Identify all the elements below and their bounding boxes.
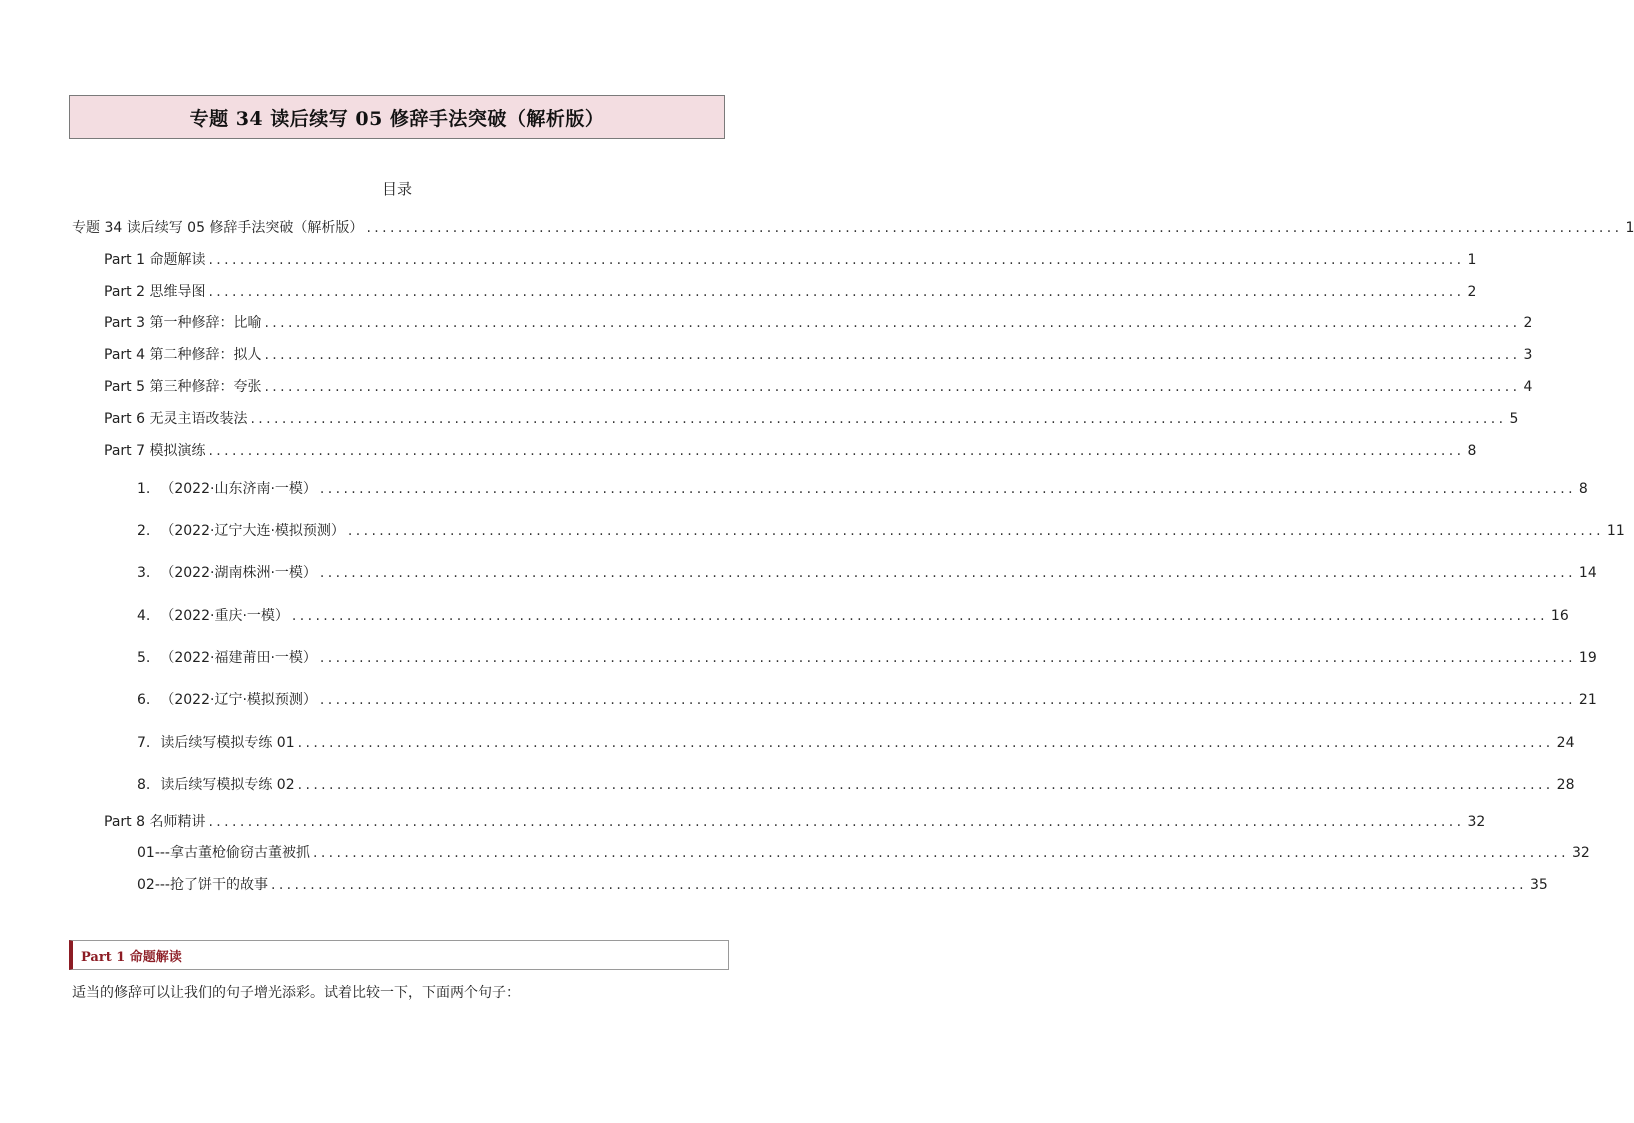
toc-entry-label: （2022·湖南株洲·一模） <box>160 565 317 581</box>
toc-leader-dots: ................................................................................................................................................................ <box>347 523 1604 539</box>
toc-entry-label: 01---拿古董枪偷窃古董被抓 <box>137 845 310 861</box>
toc-entry-exercise[interactable] <box>137 775 1575 795</box>
toc-leader-dots: ................................................................................................................................................................ <box>297 777 1554 793</box>
toc-page-number: 1 <box>1625 220 1634 236</box>
toc-entry-part[interactable] <box>104 812 1486 832</box>
toc-entry-label: Part 5 第三种修辞：夸张 <box>104 379 262 395</box>
toc-entry-label: 专题 34 读后续写 05 修辞手法突破（解析版） <box>72 220 364 236</box>
toc-entry-exercise[interactable] <box>137 648 1597 668</box>
toc-entry-number: 5. <box>137 650 151 666</box>
toc-leader-dots: ................................................................................................................................................................ <box>208 252 1465 268</box>
toc-leader-dots: ................................................................................................................................................................ <box>319 481 1576 497</box>
toc-page-number: 21 <box>1578 692 1597 708</box>
toc-page-number: 32 <box>1572 845 1590 861</box>
toc-page-number: 19 <box>1578 650 1597 666</box>
toc-leader-dots: ................................................................................................................................................................ <box>208 443 1465 459</box>
toc-entry-exercise[interactable] <box>137 521 1625 541</box>
toc-entry-exercise[interactable] <box>137 606 1569 626</box>
toc-entry-label: Part 3 第一种修辞：比喻 <box>104 315 262 331</box>
toc-entry-exercise[interactable] <box>137 733 1575 753</box>
toc-entry-main[interactable] <box>72 218 1634 238</box>
toc-entry-part[interactable] <box>104 282 1477 302</box>
toc-leader-dots: ................................................................................................................................................................ <box>319 692 1576 708</box>
toc-entry-label: Part 6 无灵主语改装法 <box>104 411 248 427</box>
toc-entry-lecture[interactable] <box>137 843 1590 863</box>
toc-leader-dots: ................................................................................................................................................................ <box>264 315 1521 331</box>
toc-page-number: 11 <box>1606 523 1625 539</box>
toc-entry-part[interactable] <box>104 313 1533 333</box>
section-heading: Part 1 命题解读 <box>69 940 729 970</box>
toc-page-number: 14 <box>1578 565 1597 581</box>
toc-entry-part[interactable] <box>104 345 1533 365</box>
toc-page-number: 28 <box>1556 777 1575 793</box>
toc-page-number: 1 <box>1467 252 1477 268</box>
toc-leader-dots: ................................................................................................................................................................ <box>208 284 1465 300</box>
toc-leader-dots: ................................................................................................................................................................ <box>366 220 1623 236</box>
toc-leader-dots: ................................................................................................................................................................ <box>264 379 1521 395</box>
toc-leader-dots: ................................................................................................................................................................ <box>291 608 1548 624</box>
toc-leader-dots: ................................................................................................................................................................ <box>319 565 1576 581</box>
toc-page-number: 16 <box>1550 608 1569 624</box>
toc-entry-label: （2022·山东济南·一模） <box>160 481 317 497</box>
toc-entry-label: Part 1 命题解读 <box>104 252 206 268</box>
document-title: 专题 34 读后续写 05 修辞手法突破（解析版） <box>69 95 725 139</box>
toc-page-number: 8 <box>1467 443 1477 459</box>
toc-page-number: 35 <box>1530 877 1548 893</box>
section-paragraph: 适当的修辞可以让我们的句子增光添彩。试着比较一下，下面两个句子： <box>72 985 520 1001</box>
toc-entry-part[interactable] <box>104 409 1519 429</box>
toc-entry-label: Part 4 第二种修辞：拟人 <box>104 347 262 363</box>
toc-heading: 目录 <box>381 180 412 198</box>
toc-page-number: 8 <box>1578 481 1588 497</box>
toc-page-number: 32 <box>1467 814 1486 830</box>
toc-entry-label: 读后续写模拟专练 01 <box>160 735 295 751</box>
toc-page-number: 2 <box>1523 315 1533 331</box>
toc-leader-dots: ................................................................................................................................................................ <box>297 735 1554 751</box>
toc-entry-part[interactable] <box>104 377 1533 397</box>
toc-entry-label: 读后续写模拟专练 02 <box>160 777 295 793</box>
toc-entry-number: 1. <box>137 481 151 497</box>
toc-entry-number: 4. <box>137 608 151 624</box>
toc-entry-label: （2022·辽宁·模拟预测） <box>160 692 317 708</box>
toc-entry-exercise[interactable] <box>137 690 1597 710</box>
toc-leader-dots: ................................................................................................................................................................ <box>319 650 1576 666</box>
toc-leader-dots: ................................................................................................................................................................ <box>270 877 1528 893</box>
toc-page-number: 2 <box>1467 284 1477 300</box>
toc-leader-dots: ................................................................................................................................................................ <box>208 814 1465 830</box>
toc-leader-dots: ................................................................................................................................................................ <box>312 845 1570 861</box>
toc-entry-exercise[interactable] <box>137 479 1588 499</box>
toc-entry-label: （2022·辽宁大连·模拟预测） <box>160 523 345 539</box>
toc-leader-dots: ................................................................................................................................................................ <box>250 411 1507 427</box>
toc-entry-label: （2022·福建莆田·一模） <box>160 650 317 666</box>
toc-page-number: 24 <box>1556 735 1575 751</box>
toc-entry-label: （2022·重庆·一模） <box>160 608 289 624</box>
toc-entry-number: 2. <box>137 523 151 539</box>
toc-entry-label: Part 8 名师精讲 <box>104 814 206 830</box>
toc-entry-number: 8. <box>137 777 151 793</box>
toc-entry-exercise[interactable] <box>137 563 1597 583</box>
toc-page-number: 3 <box>1523 347 1533 363</box>
toc-entry-part[interactable] <box>104 250 1477 270</box>
toc-page-number: 4 <box>1523 379 1533 395</box>
toc-entry-number: 3. <box>137 565 151 581</box>
toc-entry-label: Part 2 思维导图 <box>104 284 206 300</box>
toc-entry-number: 6. <box>137 692 151 708</box>
toc-entry-label: Part 7 模拟演练 <box>104 443 206 459</box>
toc-entry-number: 7. <box>137 735 151 751</box>
toc-entry-lecture[interactable] <box>137 875 1548 895</box>
toc-entry-part[interactable] <box>104 441 1477 461</box>
toc-entry-label: 02---抢了饼干的故事 <box>137 877 268 893</box>
toc-page-number: 5 <box>1509 411 1519 427</box>
toc-leader-dots: ................................................................................................................................................................ <box>264 347 1521 363</box>
